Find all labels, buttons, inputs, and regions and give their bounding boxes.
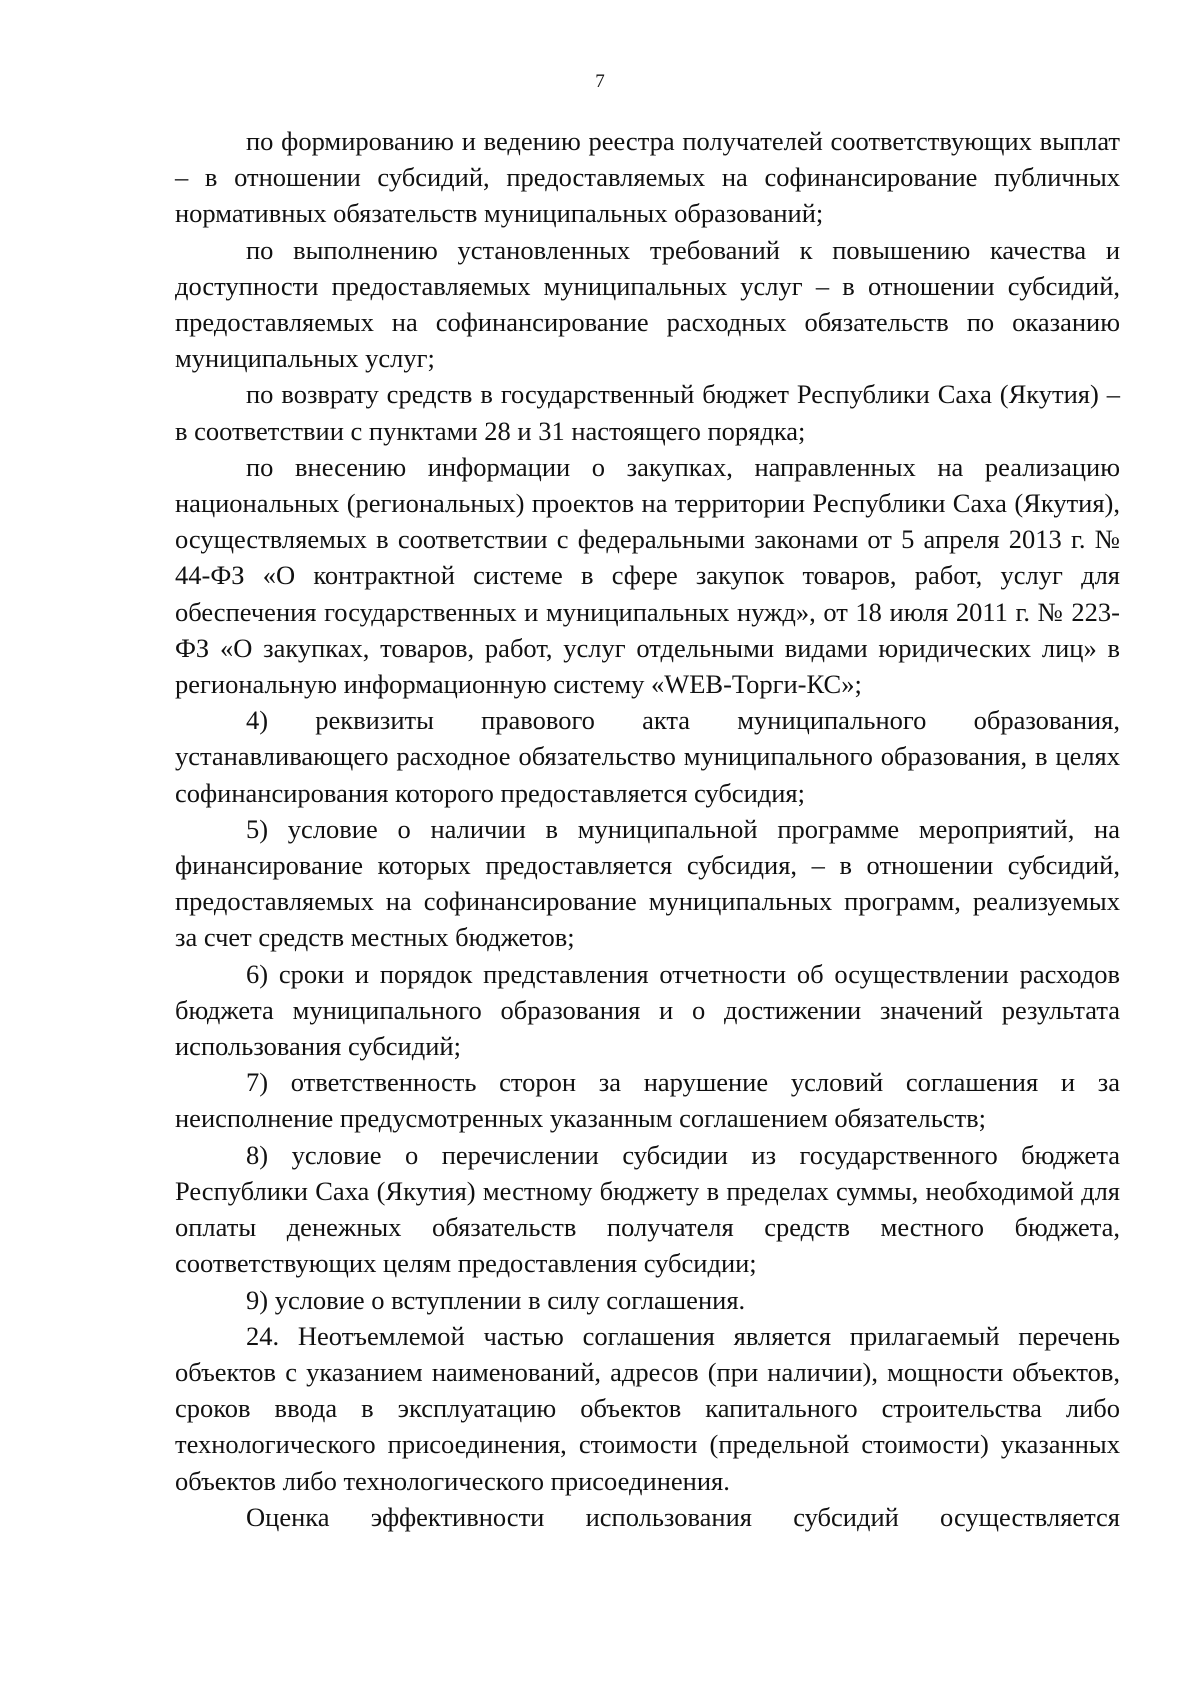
- document-body: [175, 123, 1120, 1535]
- paragraph-funds-return: по возврату средств в государственный бюджет Республики Саха (Якутия) – в соответствии с пунктами 28 и 31 настоящего порядка;: [175, 379, 1120, 446]
- paragraph-item-5: 5) условие о наличии в муниципальной программе мероприятий, на финансирование которых предоставляется субсидия, – в отношении субсидий, предоставляемых на софинансирование муниципальных программ, реализуемых за счет средств местных бюджетов;: [175, 813, 1120, 953]
- page-number: 7: [595, 71, 605, 92]
- paragraph-evaluation: Оценка эффективности использования субсидий осуществляется: [246, 1501, 1120, 1532]
- paragraph-item-8: 8) условие о перечислении субсидии из государственного бюджета Республики Саха (Якутия) местному бюджету в пределах суммы, необходимой для оплаты денежных обязательств получателя средств местного бюджета, соответствующих целям предоставления субсидии;: [175, 1139, 1120, 1279]
- paragraph-service-quality: по выполнению установленных требований к повышению качества и доступности предоставляемых муниципальных услуг – в отношении субсидий, предоставляемых на софинансирование расходных обязательств по оказанию муниципальных услуг;: [175, 234, 1120, 374]
- paragraph-item-7: 7) ответственность сторон за нарушение условий соглашения и за неисполнение предусмотренных указанным соглашением обязательств;: [175, 1067, 1120, 1134]
- paragraph-section-24: 24. Неотъемлемой частью соглашения является прилагаемый перечень объектов с указанием наименований, адресов (при наличии), мощности объектов, сроков ввода в эксплуатацию объектов капитального строительства либо технологического присоединения, стоимости (предельной стоимости) указанных объектов либо технологического присоединения.: [175, 1320, 1120, 1496]
- paragraph-item-6: 6) сроки и порядок представления отчетности об осуществлении расходов бюджета муниципального образования и о достижении значений результата использования субсидий;: [175, 958, 1120, 1062]
- paragraph-registry: по формированию и ведению реестра получателей соответствующих выплат – в отношении субсидий, предоставляемых на софинансирование публичных нормативных обязательств муниципальных образований;: [175, 126, 1120, 229]
- paragraph-item-4: 4) реквизиты правового акта муниципального образования, устанавливающего расходное обязательство муниципального образования, в целях софинансирования которого предоставляется субсидия;: [175, 705, 1120, 808]
- paragraph-procurement-info: по внесению информации о закупках, направленных на реализацию национальных (региональных) проектов на территории Республики Саха (Якутия), осуществляемых в соответствии с федеральными законами от 5 апреля 2013 г. № 44-ФЗ «О контрактной системе в сфере закупок товаров, работ, услуг для обеспечения государственных и муниципальных нужд», от 18 июля 2011 г. № 223-ФЗ «О закупках, товаров, работ, услуг отдельными видами юридических лиц» в региональную информационную систему «WEB-Торги-КС»;: [175, 451, 1120, 700]
- paragraph-item-9: 9) условие о вступлении в силу соглашения.: [246, 1284, 746, 1315]
